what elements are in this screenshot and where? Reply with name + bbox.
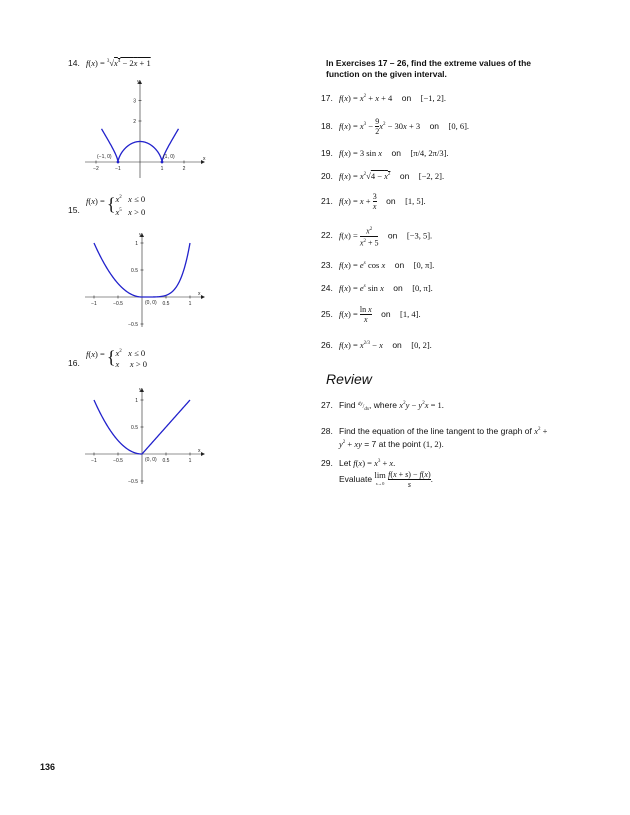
- exercise-number: 24.: [321, 283, 333, 293]
- review-heading: Review: [326, 371, 372, 387]
- x-tick-label: −0.5: [113, 458, 123, 464]
- exercise-number: 22.: [321, 230, 333, 241]
- exercise-number: 26.: [321, 340, 333, 350]
- y-tick-label: 1: [135, 240, 138, 247]
- exercise-23: 23. $f(x) = e^x$ cos x on [0, π].: [321, 260, 435, 270]
- interval: [1, 5].: [405, 195, 426, 206]
- on-word: on: [401, 93, 412, 103]
- exercise-20: 20. $f(x) = x^2√4 - x^2$ on [−2, 2].: [321, 171, 445, 181]
- graph-14: [85, 78, 205, 178]
- y-tick-label: 0.5: [131, 267, 138, 274]
- y-axis-label: y: [137, 79, 140, 85]
- on-word: on: [392, 340, 402, 350]
- graph-15: [85, 232, 205, 332]
- on-word: on: [393, 283, 403, 293]
- y-axis-label: y: [139, 232, 142, 238]
- y-tick-label: 2: [133, 118, 136, 125]
- exercise-28: 28. Find the equation of the line tangent to the graph of $x^2$ + $y^2$ + xy = 7 at the point (1, 2).: [321, 425, 548, 449]
- on-word: on: [394, 260, 405, 270]
- exercise-number: 14.: [68, 58, 80, 68]
- y-tick-label: 1: [135, 397, 138, 404]
- interval: [0, 6].: [448, 120, 470, 131]
- x-tick-label: 2: [182, 166, 186, 172]
- interval: [π/4, 2π/3].: [410, 148, 449, 158]
- x-tick-label: −1: [91, 301, 97, 307]
- x-tick-label: −1: [91, 458, 97, 464]
- x-tick-label: 1: [188, 301, 192, 307]
- y-tick-label: −0.5: [128, 478, 138, 485]
- exercise-number: 27.: [321, 400, 333, 410]
- interval: [−2, 2].: [418, 171, 445, 181]
- interval: [1, 4].: [400, 308, 421, 319]
- x-tick-label: 1: [188, 458, 192, 464]
- page-number: 136: [40, 762, 56, 772]
- exercise-number: 19.: [321, 148, 333, 158]
- exercise-29: 29. Let $f(x) = x^3 + x$.: [321, 458, 396, 468]
- exercise-number: 15.: [68, 205, 80, 216]
- x-tick-label: −1: [115, 166, 121, 172]
- on-word: on: [391, 148, 401, 158]
- x-tick-label: 0.5: [162, 301, 170, 307]
- x-axis-arrow: [201, 452, 205, 456]
- point-label-right: (1, 0): [163, 154, 175, 160]
- on-word: on: [399, 171, 410, 181]
- critical-point-right: [161, 161, 164, 164]
- x-tick-label: −2: [93, 166, 99, 172]
- exercise-15: $15.f(x) = \{x^2$ x ≤ 0 $x^5$ x > 0: [68, 193, 146, 217]
- exercise-16: $16.f(x) = \{x^2$ x ≤ 0 x x > 0: [68, 347, 147, 369]
- y-tick-label: 0.5: [131, 424, 138, 431]
- graph-16: [85, 387, 205, 487]
- y-tick-label: −0.5: [128, 321, 138, 328]
- x-axis-label: x: [198, 448, 201, 454]
- critical-point-left: [117, 161, 120, 164]
- x-tick-label: 0.5: [162, 458, 170, 464]
- x-tick-label: −0.5: [113, 301, 123, 307]
- x-axis-label: x: [203, 156, 206, 162]
- on-word: on: [386, 195, 396, 206]
- exercise-24: 24. $f(x) = e^x$ sin x on [0, π].: [321, 283, 433, 293]
- y-tick-label: 3: [133, 98, 136, 105]
- x-axis-label: x: [198, 291, 201, 297]
- interval: [0, π].: [413, 260, 435, 270]
- exercise-number: 18.: [321, 120, 333, 131]
- on-word: on: [387, 230, 398, 241]
- interval: [0, 2].: [411, 340, 432, 350]
- exercise-22: 22. f(x) = $\frac{x^2}{x^2 + 5}$ on [−3, 5].: [321, 226, 433, 248]
- exercise-14-render: 14. $f(x) = ^3√x^4 - 2x + 1$: [68, 58, 151, 68]
- exercise-27: 27. Find $^{dy}/_{dx}$, where $x^2y - y^2x = 1$.: [321, 400, 444, 413]
- point-label-origin: (0, 0): [145, 300, 157, 306]
- exercise-number: 20.: [321, 171, 333, 181]
- point-label-left: (−1, 0): [97, 154, 112, 160]
- interval: [0, π].: [412, 283, 433, 293]
- exercise-17: 17. $f(x) = x^2 + x + 4$ on [−1, 2].: [321, 93, 446, 103]
- exercise-number: 28.: [321, 425, 333, 436]
- exercise-number: 21.: [321, 195, 333, 206]
- exercise-21: 21. f(x) = x + $\frac{3}{x}$ on [1, 5].: [321, 192, 426, 211]
- exercise-number: 17.: [321, 93, 333, 103]
- interval: [−3, 5].: [406, 230, 433, 241]
- x-axis-arrow: [201, 295, 205, 299]
- exercise-number: 25.: [321, 308, 333, 319]
- exercise-26: 26. $f(x) = x^{2/3} - x$ on [0, 2].: [321, 340, 432, 350]
- exercise-18: 18. $f(x) = x^3$ − $\frac{9}{2}$ $x^2 - 30x + 3$ on [0, 6].: [321, 117, 470, 136]
- y-axis-label: y: [139, 387, 142, 393]
- exercise-number: 29.: [321, 458, 333, 468]
- exercise-number: 23.: [321, 260, 333, 270]
- exercise-set-heading: In Exercises 17 – 26, find the extreme values of the function on the given interval.: [326, 58, 532, 79]
- x-tick-label: 1: [160, 166, 164, 172]
- exercise-29-limit: Evaluate lim s→0 $\frac{f(x + s) - f(x)}{s}$ .: [339, 470, 433, 489]
- on-word: on: [429, 120, 440, 131]
- interval: [−1, 2].: [420, 93, 446, 103]
- exercise-25: 25. f(x) = $\frac{\text{ln x}}{x}$ on [1, 4].: [321, 305, 421, 324]
- exercise-number: 16.: [68, 358, 80, 369]
- point-label-origin: (0, 0): [145, 457, 157, 463]
- on-word: on: [381, 308, 391, 319]
- exercise-19: 19. f(x) = 3 sin x on [π/4, 2π/3].: [321, 148, 449, 158]
